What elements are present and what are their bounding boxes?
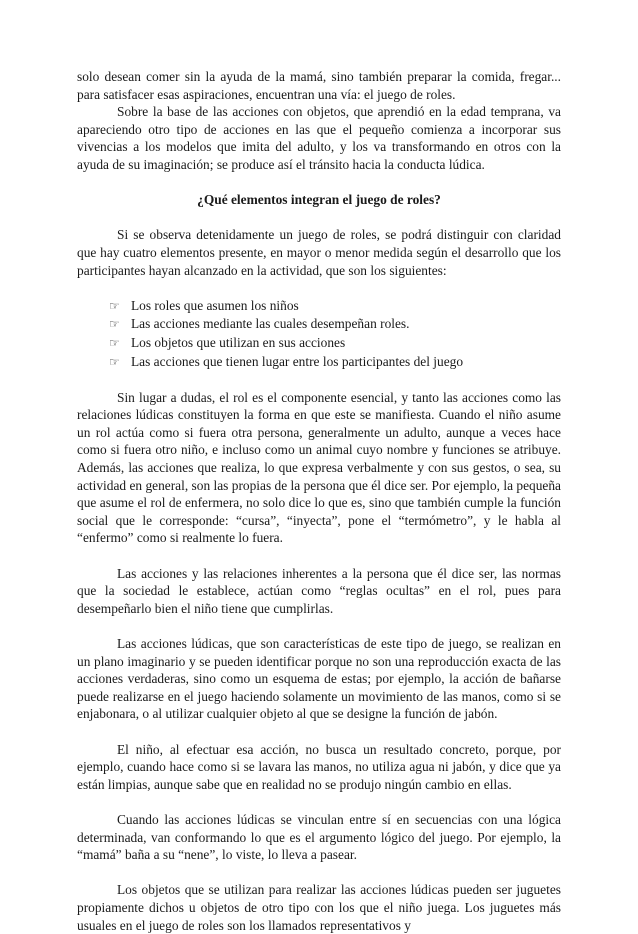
document-page [77, 68, 561, 934]
hand-pointer-icon: ☞ [109, 317, 120, 332]
list-item [109, 334, 561, 353]
list-item [109, 297, 561, 316]
hand-pointer-icon: ☞ [109, 298, 120, 313]
section-heading: ¿Qué elementos integran el juego de roles? [197, 192, 441, 208]
list-item-text: Los roles que asumen los niños [131, 297, 299, 313]
paragraph-9: Los objetos que se utilizan para realizar las acciones lúdicas pueden ser juguetes propiamente dichos u objetos de otro tipo con los que el niño juega. Los juguetes más usuales en el juego de roles son los llamados representativos y [77, 882, 561, 933]
element-list [77, 297, 561, 371]
paragraph-5: Las acciones y las relaciones inherentes a la persona que él dice ser, las normas que la sociedad le establece, actúan como “reglas ocultas” en el rol, pues para desempeñarlo bien el niño tiene que cumplirlas. [77, 565, 561, 616]
list-item-text: Los objetos que utilizan en sus acciones [131, 334, 346, 350]
list-item [109, 353, 561, 372]
hand-pointer-icon: ☞ [109, 354, 120, 369]
paragraph-1: solo desean comer sin la ayuda de la mamá, sino también preparar la comida, fregar... para satisfacer esas aspiraciones, encuentran una vía: el juego de roles. [77, 69, 561, 102]
paragraph-3: Si se observa detenidamente un juego de roles, se podrá distinguir con claridad que hay cuatro elementos presente, en mayor o menor medida según el desarrollo que los participantes hayan alcanzado en la actividad, que son los siguientes: [77, 227, 561, 278]
paragraph-7: El niño, al efectuar esa acción, no busca un resultado concreto, porque, por ejemplo, cuando hace como si se lavara las manos, no utiliza agua ni jabón, y dice que ya están limpias, aunque sabe que en realidad no se produjo ningún cambio en ellas. [77, 741, 561, 792]
paragraph-4: Sin lugar a dudas, el rol es el componente esencial, y tanto las acciones como las relaciones lúdicas constituyen la forma en que este se manifiesta. Cuando el niño asume un rol actúa como si fuera otra persona, generalmente un adulto, aunque a veces hace como si fuera otro niño, e incluso como un animal cuyo nombre y funciones se atribuye. Además, las acciones que realiza, lo que expresa verbalmente y con sus gestos, o sea, su actividad en general, son las propias de la persona que él dice ser. Por ejemplo, la pequeña que asume el rol de enfermera, no solo dice lo que es, sino que también cumple la función social que le corresponde: “cursa”, “inyecta”, pone el “termómetro”, y le habla al “enfermo” como si realmente lo fuera. [77, 389, 561, 546]
paragraph-8: Cuando las acciones lúdicas se vinculan entre sí en secuencias con una lógica determinada, van conformando lo que es el argumento lógico del juego. Por ejemplo, la “mamá” baña a su “nene”, lo viste, lo lleva a pasear. [77, 811, 561, 863]
paragraph-6: Las acciones lúdicas, que son características de este tipo de juego, se realizan en un plano imaginario y se pueden identificar porque no son una reproducción exacta de las acciones verdaderas, sino como un esquema de estas; por ejemplo, la acción de bañarse puede realizarse en el juego haciendo solamente un movimiento de las manos, como si se enjabonara, o al utilizar cualquier objeto al que se designe la función de jabón. [77, 636, 561, 722]
paragraph-2: Sobre la base de las acciones con objetos, que aprendió en la edad temprana, va apareciendo otro tipo de acciones en las que el pequeño comienza a incorporar sus vivencias a los modelos que imita del adulto, y los va transformando en otros con la ayuda de su imaginación; se produce así el tránsito hacia la conducta lúdica. [77, 104, 561, 172]
list-item [109, 315, 561, 334]
list-item-text: Las acciones mediante las cuales desempeñan roles. [131, 316, 410, 332]
list-item-text: Las acciones que tienen lugar entre los participantes del juego [131, 353, 464, 369]
hand-pointer-icon: ☞ [109, 335, 120, 350]
